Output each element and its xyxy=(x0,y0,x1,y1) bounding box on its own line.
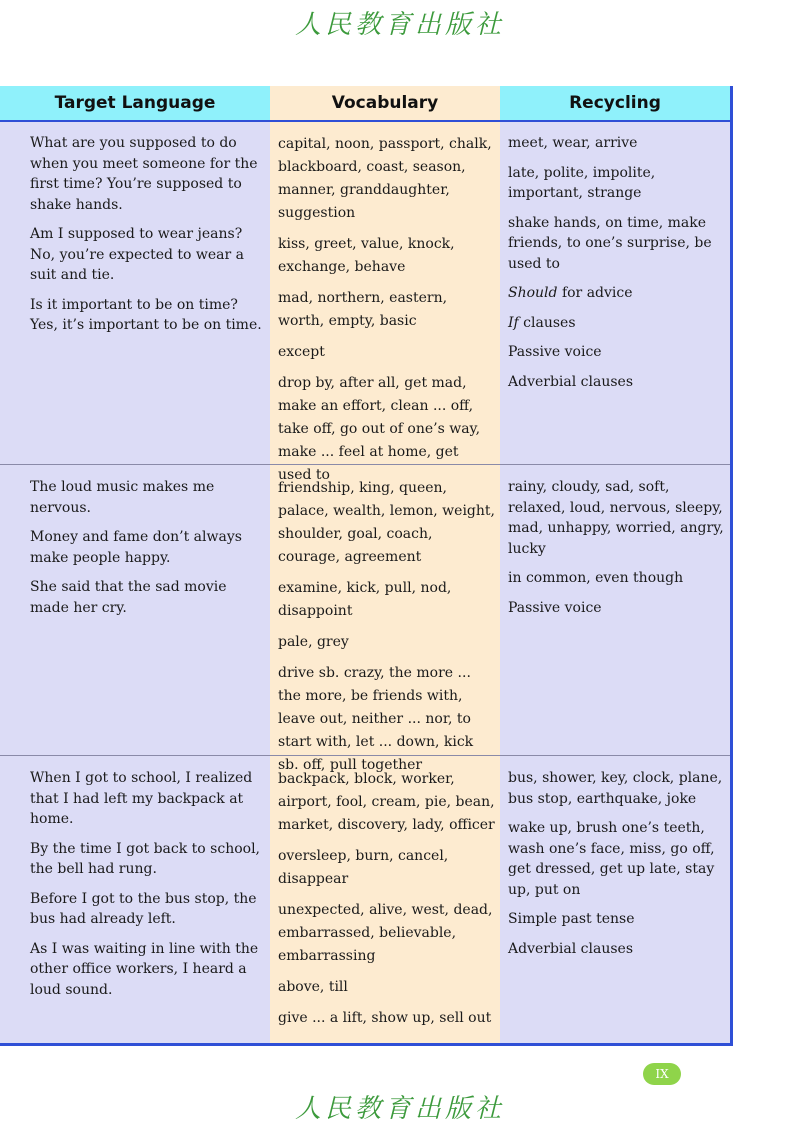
vocab-item: above, till xyxy=(278,979,348,995)
vocab-item: oversleep, burn, cancel, disappear xyxy=(278,848,449,887)
recycling-item: wake up, brush one’s teeth, wash one’s face, miss, go off, get dressed, get up late, stay up, put on xyxy=(508,820,715,898)
vocab-item: friendship, king, queen, palace, wealth, lemon, weight, shoulder, goal, coach, courage, agreement xyxy=(278,480,495,565)
vocab-item: examine, kick, pull, nod, disappoint xyxy=(278,580,452,619)
page-number-badge: IX xyxy=(643,1063,681,1085)
vocab-item: pale, grey xyxy=(278,634,349,650)
vocab-item: capital, noon, passport, chalk, blackboard, coast, season, manner, granddaughter, suggestion xyxy=(278,136,492,221)
target-item: The loud music makes me nervous. xyxy=(30,479,215,516)
recycling-item: late, polite, impolite, important, strange xyxy=(508,164,656,201)
vocab-item: drive sb. crazy, the more ... the more, be friends with, leave out, neither ... nor, to start with, let ... down, kick sb. off, pull together xyxy=(278,665,474,773)
recycling-item: bus, shower, key, clock, plane, bus stop, earthquake, joke xyxy=(508,770,723,807)
target-item: Am I supposed to wear jeans? No, you’re expected to wear a suit and tie. xyxy=(30,226,245,283)
target-item: Before I got to the bus stop, the bus had already left. xyxy=(30,890,257,927)
vocab-item: backpack, block, worker, airport, fool, cream, pie, bean, market, discovery, lady, officer xyxy=(278,771,495,833)
target-item: She said that the sad movie made her cry. xyxy=(30,579,227,616)
publisher-logo-bottom: 人民教育出版社 xyxy=(294,1094,505,1124)
row3-target-language xyxy=(30,768,262,1009)
recycling-item: shake hands, on time, make friends, to one’s surprise, be used to xyxy=(508,214,712,272)
recycling-item: Adverbial clauses xyxy=(508,940,634,957)
recycling-item: Should for advice xyxy=(508,285,633,301)
row2-recycling xyxy=(508,477,726,627)
row3-recycling xyxy=(508,768,726,968)
header-vocabulary: Vocabulary xyxy=(270,86,500,120)
recycling-item: Passive voice xyxy=(508,599,602,616)
recycling-item: meet, wear, arrive xyxy=(508,135,638,151)
row1-vocabulary xyxy=(278,133,496,495)
target-item: As I was waiting in line with the other office workers, I heard a loud sound. xyxy=(30,940,259,998)
recycling-item: Simple past tense xyxy=(508,911,635,927)
target-item: Money and fame don’t always make people happy. xyxy=(30,529,242,566)
vocab-item: kiss, greet, value, knock, exchange, behave xyxy=(278,236,455,275)
row1-target-language xyxy=(30,133,262,345)
target-item: What are you supposed to do when you meet someone for the first time? You’re supposed to shake hands. xyxy=(30,135,258,213)
row2-vocabulary xyxy=(278,477,496,785)
syllabus-table xyxy=(0,86,733,1046)
header-recycling: Recycling xyxy=(500,86,730,120)
row3-vocabulary xyxy=(278,768,496,1038)
vocab-item: give ... a lift, show up, sell out xyxy=(278,1010,492,1026)
row2-target-language xyxy=(30,477,262,627)
target-item: Is it important to be on time? Yes, it’s important to be on time. xyxy=(30,296,262,333)
publisher-logo-top: 人民教育出版社 xyxy=(294,10,505,40)
target-item: When I got to school, I realized that I had left my backpack at home. xyxy=(30,770,253,827)
recycling-item: in common, even though xyxy=(508,570,684,586)
target-item: By the time I got back to school, the bell had rung. xyxy=(30,840,261,877)
recycling-item: If clauses xyxy=(508,314,576,331)
row1-recycling xyxy=(508,133,726,401)
header-divider xyxy=(0,120,730,122)
vocab-item: except xyxy=(278,344,325,360)
recycling-item: Adverbial clauses xyxy=(508,373,634,390)
vocab-item: unexpected, alive, west, dead, embarrassed, believable, embarrassing xyxy=(278,902,493,964)
header-target-language: Target Language xyxy=(0,86,270,120)
recycling-item: Passive voice xyxy=(508,344,602,360)
vocab-item: mad, northern, eastern, worth, empty, basic xyxy=(278,290,448,329)
recycling-item: rainy, cloudy, sad, soft, relaxed, loud, nervous, sleepy, mad, unhappy, worried, angry, lucky xyxy=(508,479,724,557)
vocab-item: drop by, after all, get mad, make an effort, clean ... off, take off, go out of one’s way, make ... feel at home, get used to xyxy=(278,375,481,483)
